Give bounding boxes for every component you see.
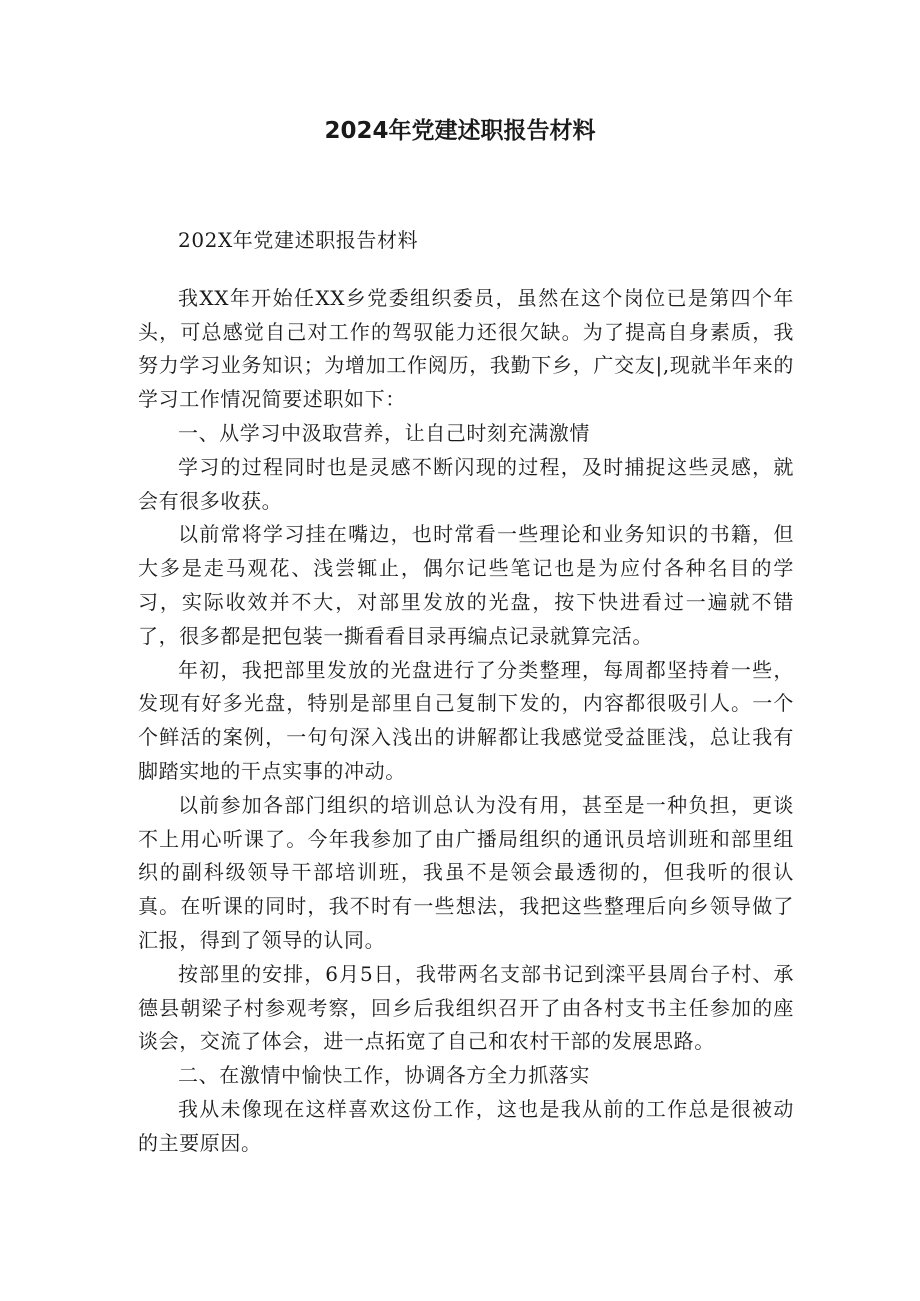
section-heading-1: 一、从学习中汲取营养，让自己时刻充满激情 — [178, 420, 590, 445]
paragraph: 年初，我把部里发放的光盘进行了分类整理，每周都坚持着一些，发现有好多光盘，特别是部里自己复制下发的，内容都很吸引人。一个个鲜活的案例，一句句深入浅出的讲解都让我感觉受益匪浅，总让我有脚踏实地的干点实事的冲动。 — [138, 657, 794, 783]
document-title: 2024年党建述职报告材料 — [324, 118, 596, 144]
paragraph: 我从未像现在这样喜欢这份工作，这也是我从前的工作总是很被动的主要原因。 — [138, 1096, 794, 1155]
paragraph: 学习的过程同时也是灵感不断闪现的过程，及时捕捉这些灵感，就会有很多收获。 — [138, 454, 794, 513]
paragraph: 按部里的安排，6月5日，我带两名支部书记到滦平县周台子村、承德县朝梁子村参观考察，回乡后我组织召开了由各村支书主任参加的座谈会，交流了体会，进一点拓宽了自己和农村干部的发展思路。 — [138, 961, 794, 1054]
paragraph: 以前参加各部门组织的培训总认为没有用，甚至是一种负担，更谈不上用心听课了。今年我参加了由广播局组织的通讯员培训班和部里组织的副科级领导干部培训班，我虽不是领会最透彻的，但我听的很认真。在听课的同时，我不时有一些想法，我把这些整理后向乡领导做了汇报，得到了领导的认同。 — [138, 792, 794, 952]
paragraph: 以前常将学习挂在嘴边，也时常看一些理论和业务知识的书籍，但大多是走马观花、浅尝辄止，偶尔记些笔记也是为应付各种名目的学习，实际收效并不大，对部里发放的光盘，按下快进看过一遍就不错了，很多都是把包装一撕看看目录再编点记录就算完活。 — [138, 522, 794, 648]
paragraph-intro: 我XX年开始任XX乡党委组织委员，虽然在这个岗位已是第四个年头，可总感觉自己对工作的驾驭能力还很欠缺。为了提高自身素质，我努力学习业务知识；为增加工作阅历，我勤下乡，广交友|,现就半年来的学习工作情况简要述职如下： — [138, 285, 794, 412]
document-subtitle: 202X年党建述职报告材料 — [178, 228, 419, 252]
document-body — [138, 224, 794, 1161]
section-heading-2: 二、在激情中愉快工作，协调各方全力抓落实 — [178, 1063, 590, 1088]
